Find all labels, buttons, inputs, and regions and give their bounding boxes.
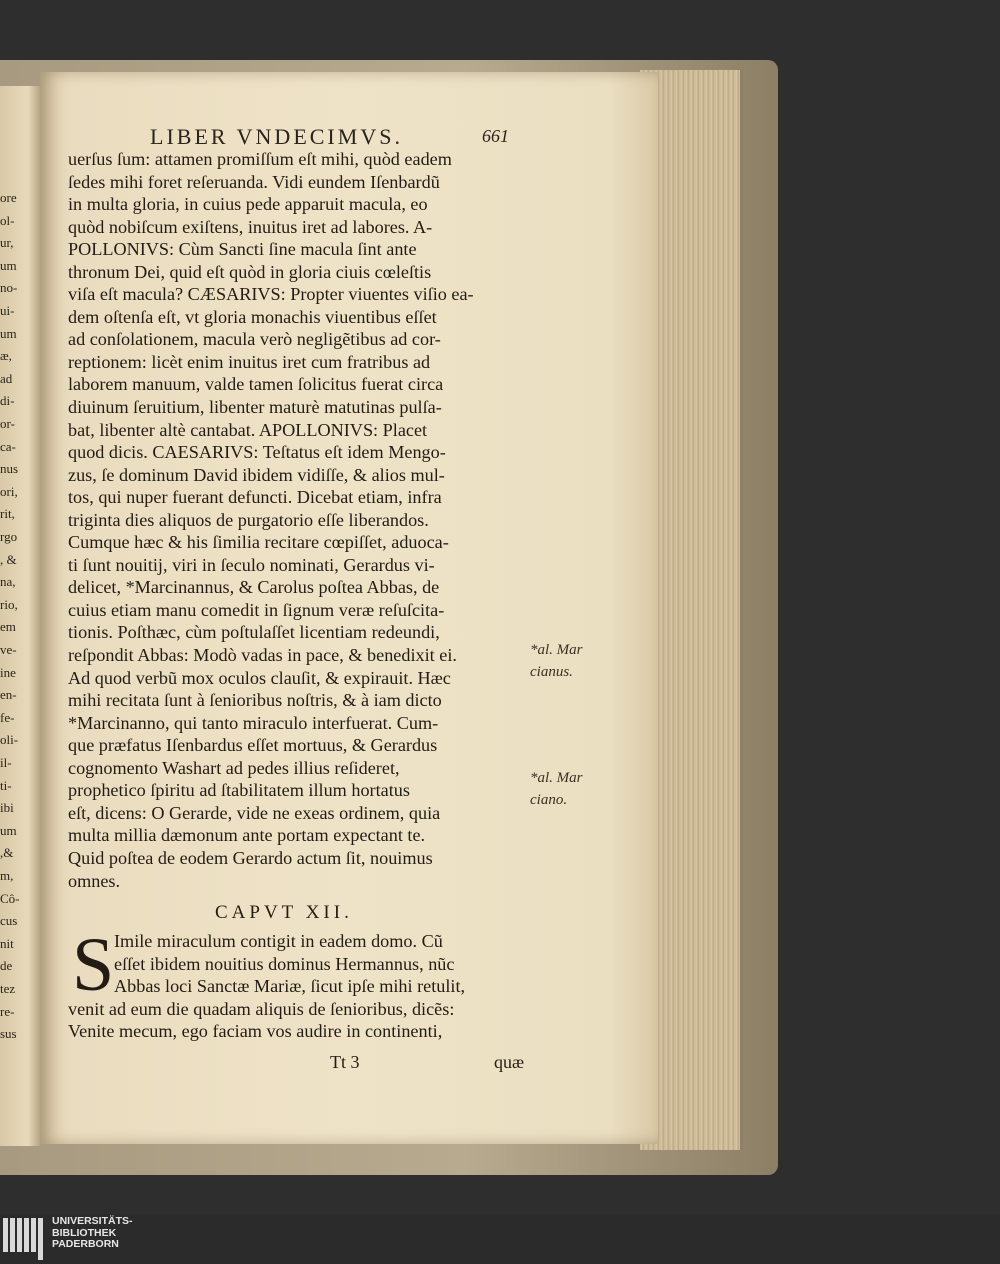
- margin-note: [530, 767, 583, 811]
- facing-page-text: sus: [0, 1026, 17, 1042]
- text-line: Cumque hæc & his ſimilia recitare cœpiſſet, aduoca-: [68, 532, 449, 553]
- library-logo-text: [52, 1216, 133, 1251]
- facing-page-text: re-: [0, 1003, 15, 1019]
- facing-page-text: ine: [0, 664, 16, 680]
- facing-page-text: rit,: [0, 506, 15, 522]
- text-line: Imile miraculum contigit in eadem domo. Cũ: [114, 931, 443, 951]
- facing-page-text: æ,: [0, 348, 12, 364]
- chapter-heading: CAPVT XII.: [215, 902, 353, 923]
- facing-page-text: no-: [0, 280, 18, 296]
- text-line: cognomento Washart ad pedes illius reſideret,: [68, 757, 400, 778]
- facing-page-text: Cô-: [0, 890, 20, 906]
- text-line: triginta dies aliquos de purgatorio eſſe liberandos.: [68, 509, 429, 530]
- facing-page-text: ol-: [0, 212, 15, 228]
- facing-page-text: ori,: [0, 483, 18, 499]
- facing-page-text: ibi: [0, 800, 14, 816]
- margin-note-line: cianus.: [530, 664, 573, 680]
- text-line: quòd nobiſcum exiſtens, inuitus iret ad labores. A-: [68, 216, 433, 237]
- running-head: LIBER VNDECIMVS.: [150, 124, 403, 149]
- text-line: mihi recitata ſunt à ſenioribus noſtris, & à iam dicto: [68, 690, 442, 711]
- facing-page-text: em: [0, 619, 16, 635]
- facing-page-text: ad: [0, 370, 13, 386]
- body-text: [68, 148, 538, 892]
- text-line: ti ſunt nouitij, viri in ſeculo nominati, Gerardus vi-: [68, 554, 435, 575]
- facing-page-text: or-: [0, 416, 15, 431]
- margin-note-line: *al. Mar: [530, 770, 583, 786]
- text-line: multa millia dæmonum ante portam expectant te.: [68, 825, 426, 846]
- facing-page-text: rio,: [0, 596, 18, 612]
- footer-bar: [0, 1214, 1000, 1264]
- drop-cap: S: [72, 923, 115, 1007]
- text-line: dem oſtenſa eſt, vt gloria monachis viuentibus eſſet: [68, 306, 437, 327]
- facing-page-text: ui-: [0, 303, 15, 318]
- facing-page-text: tez: [0, 981, 16, 996]
- facing-page-text: na,: [0, 574, 16, 590]
- facing-page-text: m,: [0, 868, 14, 883]
- facing-page-text: en-: [0, 687, 17, 703]
- facing-page-text: ur,: [0, 235, 14, 251]
- text-line: zus, ſe dominum David ibidem vidiſſe, & alios mul-: [68, 464, 445, 485]
- facing-page-text: oli-: [0, 732, 19, 748]
- text-line: quod dicis. CAESARIVS: Teſtatus eſt idem Mengo-: [68, 442, 446, 463]
- text-line: reſpondit Abbas: Modò vadas in pace, & benedixit ei.: [68, 645, 457, 666]
- facing-page-text: , &: [0, 551, 17, 567]
- text-line: thronum Dei, quid eſt quòd in gloria ciuis cœleſtis: [68, 261, 432, 282]
- text-line: in multa gloria, in cuius pede apparuit macula, eo: [68, 194, 428, 215]
- facing-page-text: ,&: [0, 845, 14, 861]
- text-line: eſſet ibidem nouitius dominus Hermannus, nũc: [114, 953, 455, 974]
- text-line: tos, qui nuper fuerant defuncti. Dicebat etiam, infra: [68, 487, 442, 508]
- text-line: venit ad eum die quadam aliquis de ſenioribus, dicẽs:: [68, 998, 455, 1019]
- text-line: POLLONIVS: Cùm Sancti ſine macula ſint ante: [68, 239, 417, 260]
- facing-page-text: ca-: [0, 438, 16, 454]
- text-line: *Marcinanno, qui tanto miraculo interfuerat. Cum-: [68, 712, 439, 733]
- logo-line: PADERBORN: [52, 1238, 119, 1250]
- facing-page-text: fe-: [0, 709, 15, 725]
- text-line: reptionem: licèt enim inuitus iret cum fratribus ad: [68, 351, 431, 372]
- text-line: prophetico ſpiritu ad ſtabilitatem illum hortatus: [68, 780, 410, 801]
- facing-page-text: di-: [0, 393, 15, 409]
- text-line: tionis. Poſthæc, cùm poſtulaſſet licentiam redeundi,: [68, 622, 440, 643]
- book: [0, 50, 780, 1175]
- facing-page-text: um: [0, 822, 17, 838]
- facing-page-text: um: [0, 325, 17, 341]
- chapter-text: [68, 923, 538, 1043]
- facing-page-text: de: [0, 958, 13, 974]
- page-number: 661: [482, 126, 509, 146]
- text-line: viſa eſt macula? CÆSARIVS: Propter viuentes viſio ea-: [68, 284, 474, 305]
- margin-note-line: *al. Mar: [530, 642, 583, 658]
- book-page: [40, 72, 658, 1144]
- text-line: Abbas loci Sanctæ Mariæ, ſicut ipſe mihi retulit,: [114, 976, 466, 997]
- facing-page-text: ve-: [0, 642, 17, 657]
- text-line: bat, libenter altè cantabat. APOLLONIVS: Placet: [68, 419, 428, 440]
- text-line: omnes.: [68, 870, 121, 891]
- logo-line: BIBLIOTHEK: [52, 1226, 117, 1239]
- text-line: Quid poſtea de eodem Gerardo actum ſit, nouimus: [68, 847, 433, 868]
- text-line: que præfatus Iſenbardus eſſet mortuus, & Gerardus: [68, 735, 438, 756]
- facing-page-text: il-: [0, 755, 12, 770]
- text-line: diuinum ſeruitium, libenter maturè matutinas pulſa-: [68, 397, 442, 418]
- catchword: quæ: [494, 1052, 525, 1072]
- logo-line: UNIVERSITÄTS-: [52, 1215, 133, 1227]
- text-line: laborem manuum, valde tamen ſolicitus fuerat circa: [68, 374, 444, 395]
- text-line: eſt, dicens: O Gerarde, vide ne exeas ordinem, quia: [68, 802, 441, 823]
- text-line: Ad quod verbũ mox oculos clauſit, & expirauit. Hæc: [68, 667, 451, 688]
- signature-mark: Tt 3: [330, 1052, 360, 1072]
- facing-page-text: nus: [0, 461, 19, 477]
- text-line: cuius etiam manu comedit in ſignum veræ reſuſcita-: [68, 599, 445, 620]
- facing-page-text: um: [0, 257, 17, 273]
- library-logo-icon: [3, 1218, 47, 1260]
- text-line: ad conſolationem, macula verò negligẽtibus ad cor-: [68, 329, 441, 350]
- margin-note-line: ciano.: [530, 792, 568, 808]
- text-line: Venite mecum, ego faciam vos audire in continenti,: [68, 1021, 443, 1042]
- text-line: ſedes mihi foret reſeruanda. Vidi eundem Iſenbardũ: [68, 171, 440, 192]
- facing-page-text: ti-: [0, 777, 12, 793]
- text-line: delicet, *Marcinannus, & Carolus poſtea Abbas, de: [68, 577, 440, 598]
- facing-page-fragment: [0, 86, 40, 1146]
- text-line: uerſus ſum: attamen promiſſum eſt mihi, quòd eadem: [68, 149, 452, 169]
- facing-page-text: ore: [0, 190, 17, 205]
- facing-page-text: rgo: [0, 529, 18, 544]
- margin-note: [530, 639, 583, 683]
- facing-page-text: nit: [0, 935, 14, 951]
- facing-page-text: cus: [0, 913, 18, 929]
